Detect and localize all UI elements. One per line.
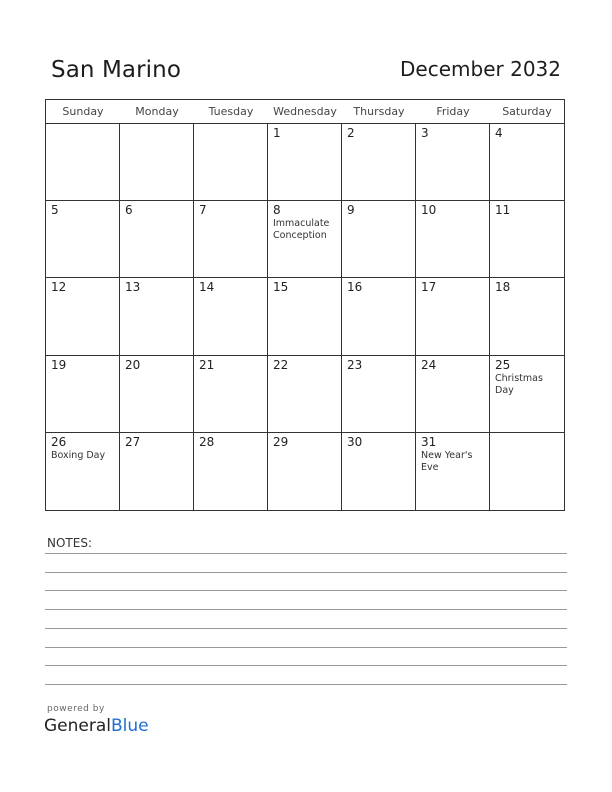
day-cell: [342, 356, 416, 433]
day-number: 26: [51, 434, 67, 449]
day-cell: [268, 278, 342, 355]
day-cell: [120, 356, 194, 433]
day-cell: [268, 201, 342, 278]
day-cell: [268, 433, 342, 510]
day-cell: [46, 201, 120, 278]
weekday-header: Wednesday: [268, 100, 342, 124]
brand-general: General: [44, 716, 111, 736]
day-cell: [194, 124, 268, 201]
weekday-header: Tuesday: [194, 100, 268, 124]
day-cell: [268, 356, 342, 433]
note-line: [45, 553, 567, 554]
day-number: 4: [495, 126, 503, 140]
day-cell: [194, 356, 268, 433]
day-cell: [120, 278, 194, 355]
day-number: 27: [125, 434, 141, 449]
holiday-label: Christmas Day: [495, 372, 543, 396]
day-cell: [342, 433, 416, 510]
note-line: [45, 665, 567, 666]
notes-label: NOTES:: [47, 536, 92, 550]
day-number: 16: [347, 280, 363, 295]
day-cell: [342, 278, 416, 355]
note-line: [45, 647, 567, 648]
day-number: 30: [347, 434, 363, 449]
day-cell: [342, 201, 416, 278]
day-number: 8: [273, 203, 281, 218]
day-number: 10: [421, 203, 437, 218]
generalblue-logo: [44, 716, 149, 736]
day-number: 7: [199, 203, 207, 218]
day-cell: [416, 201, 490, 278]
day-number: 11: [495, 203, 511, 218]
day-number: 18: [495, 280, 511, 295]
day-cell: [490, 433, 564, 510]
day-cell: [46, 356, 120, 433]
weekday-header: Sunday: [46, 100, 120, 124]
note-line: [45, 572, 567, 573]
holiday-label: Immaculate Conception: [273, 218, 330, 242]
day-cell: [120, 124, 194, 201]
day-number: 12: [51, 280, 67, 295]
day-number: 29: [273, 434, 289, 449]
day-cell: [490, 124, 564, 201]
holiday-label: New Year's Eve: [421, 449, 473, 473]
day-number: 14: [199, 280, 215, 295]
day-number: 13: [125, 280, 141, 295]
day-number: 24: [421, 357, 437, 372]
month-year-title: December 2032: [400, 57, 561, 81]
note-line: [45, 609, 567, 610]
calendar-grid: [45, 99, 565, 511]
day-cell: [490, 201, 564, 278]
day-number: 31: [421, 434, 437, 449]
day-number: 9: [347, 203, 355, 218]
day-number: 15: [273, 280, 289, 295]
day-number: 21: [199, 357, 215, 372]
weekday-header: Monday: [120, 100, 194, 124]
day-cell: [194, 433, 268, 510]
weekday-header: Thursday: [342, 100, 416, 124]
day-number: 5: [51, 203, 59, 218]
brand-blue: Blue: [111, 716, 149, 736]
day-cell: [268, 124, 342, 201]
day-number: 3: [421, 126, 429, 140]
country-title: San Marino: [51, 57, 182, 83]
day-number: 19: [51, 357, 67, 372]
weekday-header: Saturday: [490, 100, 564, 124]
day-cell: [120, 433, 194, 510]
day-number: 22: [273, 357, 289, 372]
day-cell: [120, 201, 194, 278]
day-cell: [490, 278, 564, 355]
day-number: 17: [421, 280, 437, 295]
note-line: [45, 628, 567, 629]
day-number: 6: [125, 203, 133, 218]
note-line: [45, 684, 567, 685]
day-cell: [416, 278, 490, 355]
weekday-header: Friday: [416, 100, 490, 124]
day-cell: [46, 278, 120, 355]
day-number: 20: [125, 357, 141, 372]
day-cell: [490, 356, 564, 433]
day-cell: [194, 201, 268, 278]
day-number: 28: [199, 434, 215, 449]
note-line: [45, 590, 567, 591]
day-cell: [416, 356, 490, 433]
day-number: 25: [495, 357, 511, 372]
day-number: 23: [347, 357, 363, 372]
day-cell: [46, 433, 120, 510]
day-cell: [46, 124, 120, 201]
day-number: 1: [273, 126, 281, 140]
day-cell: [342, 124, 416, 201]
powered-by-text: powered by: [47, 704, 105, 714]
day-number: 2: [347, 126, 355, 140]
day-cell: [416, 433, 490, 510]
holiday-label: Boxing Day: [51, 449, 106, 461]
day-cell: [416, 124, 490, 201]
day-cell: [194, 278, 268, 355]
